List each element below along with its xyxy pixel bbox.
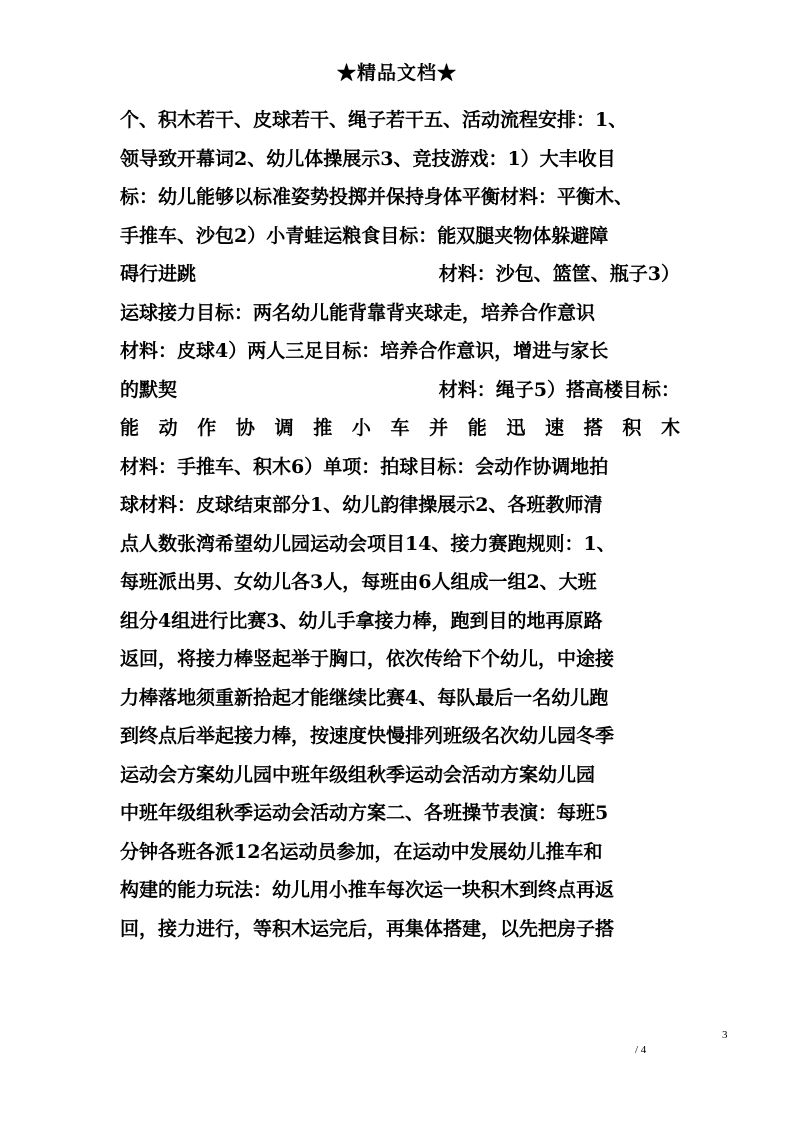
text-line: 中班年级组秋季运动会活动方案二、各班操节表演：每班5 [120,802,609,824]
text-line: 点人数张湾希望幼儿园运动会项目14、接力赛跑规则：1、 [120,532,616,555]
text-line: 分钟各班各派12名运动员参加，在运动中发展幼儿推车和 [120,840,603,863]
text-line: 返回，将接力棒竖起举于胸口，依次传给下个幼儿，中途接 [120,648,615,670]
text-line: 到终点后举起接力棒，按速度快慢排列班级名次幼儿园冬季 [120,725,615,747]
text-line: 个、积木若干、皮球若干、绳子若干五、活动流程安排：1、 [120,109,628,131]
text-line-right: 材料：绳子5）搭高楼目标： [438,378,680,401]
text-line: 回，接力进行，等积木运完后，再集体搭建，以先把房子搭 [120,917,615,940]
text-line-left: 的默契 [120,378,178,401]
text-line: 力棒落地须重新拾起才能继续比赛4、每队最后一名幼儿跑 [120,686,609,709]
document-body [120,101,680,948]
text-line: 每班派出男、女幼儿各3人，每班由6人组成一组2、大班 [120,571,597,593]
text-line: 材料：皮球4）两人三足目标：培养合作意识，增进与家长 [120,340,609,362]
page-total: / 4 [635,1044,647,1056]
document-header-title: ★精品文档★ [336,62,457,84]
text-line: 材料：手推车、积木6）单项：拍球目标：会动作协调地拍 [120,455,609,478]
text-line: 构建的能力玩法：幼儿用小推车每次运一块积木到终点再返 [120,879,615,901]
text-line: 标：幼儿能够以标准姿势投掷并保持身体平衡材料：平衡木、 [120,186,634,208]
text-line: 领导致开幕词2、幼儿体操展示3、竞技游戏：1）大丰收目 [120,147,616,170]
text-line-justified: 能动作协调推小车并能迅速搭积木 [120,417,680,439]
text-line-split [120,255,680,294]
text-line: 球材料：皮球结束部分1、幼儿韵律操展示2、各班教师清 [120,494,603,516]
text-line-split [120,371,680,410]
text-line-right: 材料：沙包、篮筐、瓶子3） [438,263,680,285]
text-line: 组分4组进行比赛3、幼儿手拿接力棒，跑到目的地再原路 [120,609,603,632]
text-line: 手推车、沙包2）小青蛙运粮食目标：能双腿夹物体躲避障 [120,224,609,247]
text-line-left: 碍行进跳 [120,263,197,285]
page-number: 3 [722,1029,728,1041]
text-line: 运球接力目标：两名幼儿能背靠背夹球走，培养合作意识 [120,301,596,324]
text-line: 运动会方案幼儿园中班年级组秋季运动会活动方案幼儿园 [120,763,596,786]
